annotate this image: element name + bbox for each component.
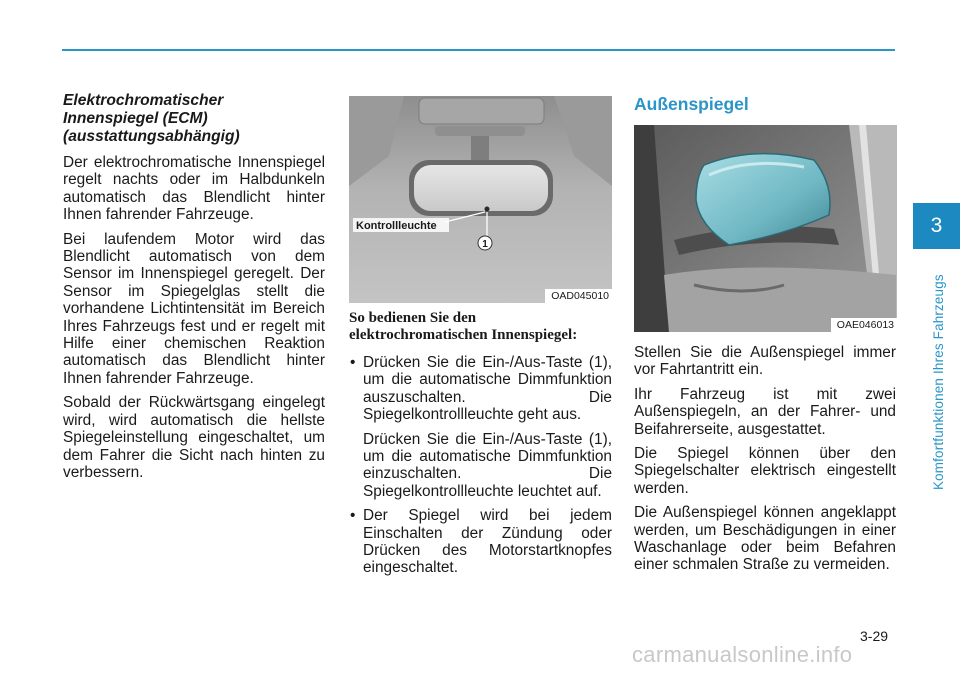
ecm-heading-line: Elektrochromatischer: [63, 92, 224, 109]
watermark: carmanualsonline.info: [632, 642, 853, 667]
aussen-paragraph: Die Spiegel können über den Spiegelschalter elektrisch eingestellt werden.: [634, 445, 896, 497]
side-mirror-figure: [634, 125, 897, 332]
figure-code: OAE046013: [831, 318, 897, 332]
page-number: 3-29: [860, 628, 889, 644]
chapter-tab: 3: [913, 203, 960, 249]
callout-number: 1: [482, 239, 488, 250]
figure-code: OAD045010: [545, 289, 612, 303]
ecm-section: [63, 92, 325, 488]
howto-heading-line: So bedienen Sie den: [349, 310, 477, 326]
bullet-item: • Der Spiegel wird bei jedem Einschalten der Zündung oder Drücken des Motorstartknopfes eingeschaltet.: [349, 507, 612, 577]
top-rule: [62, 49, 895, 51]
ecm-heading-line: Innenspiegel (ECM): [63, 110, 208, 127]
ecm-paragraph: Der elektrochromatische Innenspiegel regelt nachts oder im Halbdunkeln automatisch das Blendlicht hinter Ihnen fahrender Fahrzeuge.: [63, 154, 325, 224]
aussen-paragraph: Ihr Fahrzeug ist mit zwei Außenspiegeln, an der Fahrer- und Beifahrerseite, ausgestattet.: [634, 385, 896, 438]
ecm-heading-line: (ausstattungsabhängig): [63, 128, 240, 145]
inner-mirror-figure: [349, 96, 612, 303]
howto-heading-line: elektrochromatischen Innenspiegel:: [349, 327, 578, 343]
howto-heading: [349, 310, 612, 344]
aussenspiegel-section: [634, 96, 896, 581]
aussen-paragraph: Stellen Sie die Außenspiegel immer vor Fahrtantritt ein.: [634, 344, 896, 379]
howto-section: [349, 96, 612, 584]
chapter-side-label: Komfortfunktionen Ihres Fahrzeugs: [931, 274, 946, 490]
inner-mirror-illustration: [349, 96, 612, 303]
ecm-paragraph: Bei laufendem Motor wird das Blendlicht automatisch von dem Sensor im Innenspiegel geregelt. Der Sensor im Spiegelglas stellt die vorhandene Lichtintensität im Bereich Ihres Fahrzeugs fest und er regelt mit Hilfe einer chemischen Reaktion automatisch das Blendlicht hinter Ihnen fahrender Fahrzeuge.: [63, 230, 325, 387]
section-heading: Außenspiegel: [634, 94, 749, 114]
ecm-paragraph: Sobald der Rückwärtsgang eingelegt wird, wird automatisch die hellste Spiegeleinstellung eingeschaltet, um dem Fahrer die Sicht nach hinten zu verbessern.: [63, 394, 325, 481]
bullet-continuation: Drücken Sie die Ein-/Aus-Taste (1), um die automatische Dimmfunktion einzuschalten. Die Spiegelkontrollleuchte leuchtet auf.: [363, 430, 612, 500]
callout-label: Kontrollleuchte: [356, 220, 437, 232]
ecm-heading: [63, 92, 325, 146]
bullet-item: • Drücken Sie die Ein-/Aus-Taste (1), um die automatische Dimmfunktion auszuschalten. Die Spiegelkontrollleuchte geht aus.: [349, 354, 612, 424]
side-mirror-illustration: [634, 125, 896, 332]
aussen-paragraph: Die Außenspiegel können angeklappt werden, um Beschädigungen in einer Waschanlage oder beim Befahren einer schmalen Straße zu vermeiden.: [634, 504, 896, 574]
